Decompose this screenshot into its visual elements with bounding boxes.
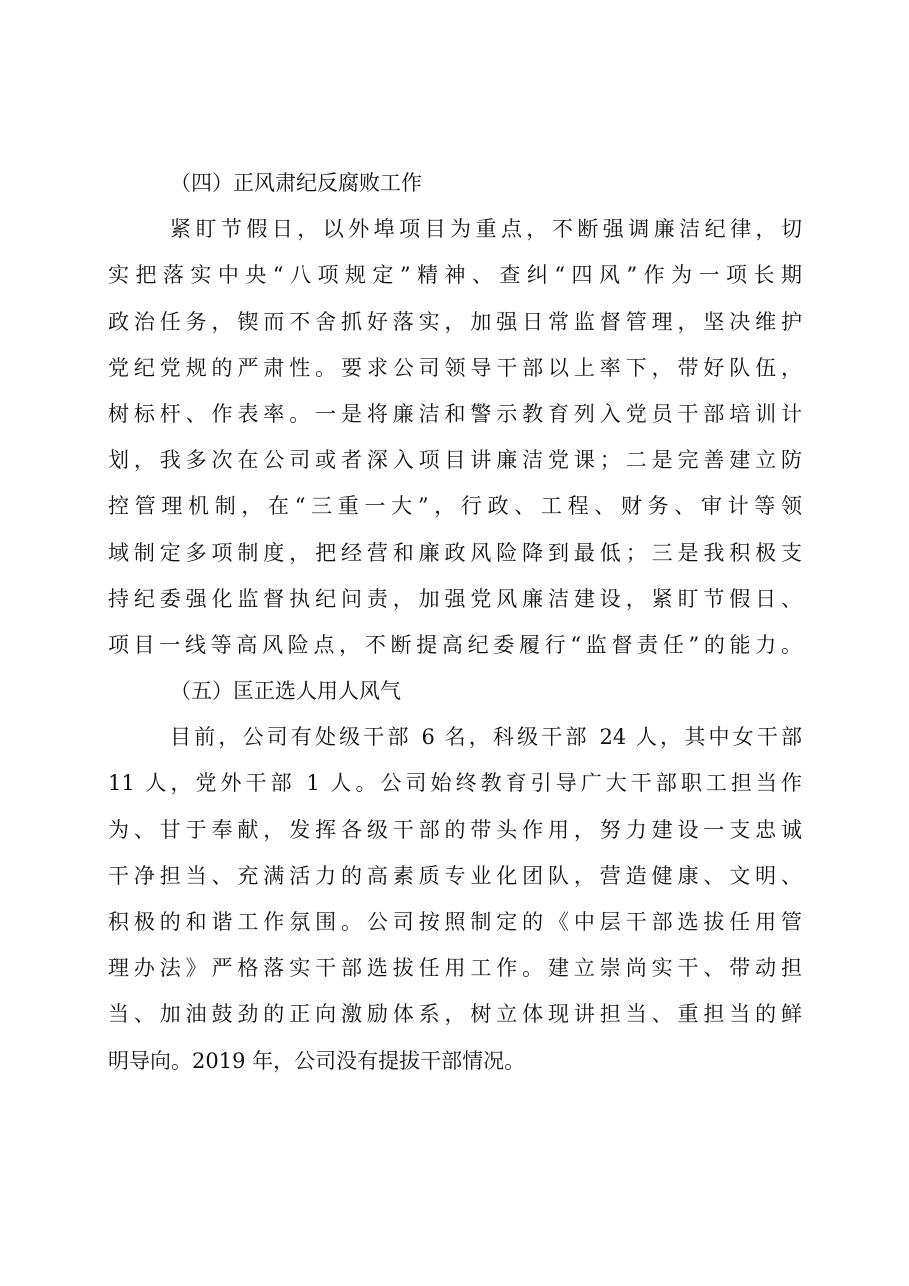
paragraph-line: 积极的和谐工作氛围。公司按照制定的《中层干部选拔任用管: [108, 910, 802, 934]
document-body: [108, 160, 802, 1084]
paragraph-line: 树标杆、作表率。一是将廉洁和警示教育列入党员干部培训计: [108, 401, 802, 426]
paragraph-line: 明导向。2019 年，公司没有提拔干部情况。: [108, 1048, 526, 1073]
paragraph-line: 实把落实中央“八项规定”精神、查纠“四风”作为一项长期: [108, 263, 802, 288]
paragraph-line: 干净担当、充满活力的高素质专业化团队，营造健康、文明、: [108, 863, 802, 888]
paragraph-line: 目前，公司有处级干部 6 名，科级干部 24 人，其中女干部: [170, 725, 802, 750]
paragraph-line: 紧盯节假日，以外埠项目为重点，不断强调廉洁纪律，切: [170, 217, 802, 242]
section-heading-4: （四）正风肃纪反腐败工作: [170, 171, 422, 195]
paragraph-line: 控管理机制，在“三重一大”，行政、工程、财务、审计等领: [108, 494, 802, 519]
paragraph-line: 理办法》严格落实干部选拔任用工作。建立崇尚实干、带动担: [108, 956, 802, 981]
paragraph-line: 域制定多项制度，把经营和廉政风险降到最低；三是我积极支: [108, 540, 802, 565]
paragraph-line: 11 人，党外干部 1 人。公司始终教育引导广大干部职工担当作: [108, 771, 802, 796]
paragraph-line: 政治任务，锲而不舍抓好落实，加强日常监督管理，坚决维护: [108, 309, 802, 334]
paragraph-line: 项目一线等高风险点，不断提高纪委履行“监督责任”的能力。: [108, 632, 802, 657]
paragraph-line: 持纪委强化监督执纪问责，加强党风廉洁建设，紧盯节假日、: [108, 586, 802, 611]
paragraph-line: 党纪党规的严肃性。要求公司领导干部以上率下，带好队伍，: [108, 355, 802, 380]
paragraph-line: 当、加油鼓劲的正向激励体系，树立体现讲担当、重担当的鲜: [108, 1002, 802, 1027]
section-heading-5: （五）匡正选人用人风气: [170, 679, 401, 704]
paragraph-line: 划，我多次在公司或者深入项目讲廉洁党课；二是完善建立防: [108, 448, 802, 473]
paragraph-line: 为、甘于奉献，发挥各级干部的带头作用，努力建设一支忠诚: [108, 817, 802, 842]
